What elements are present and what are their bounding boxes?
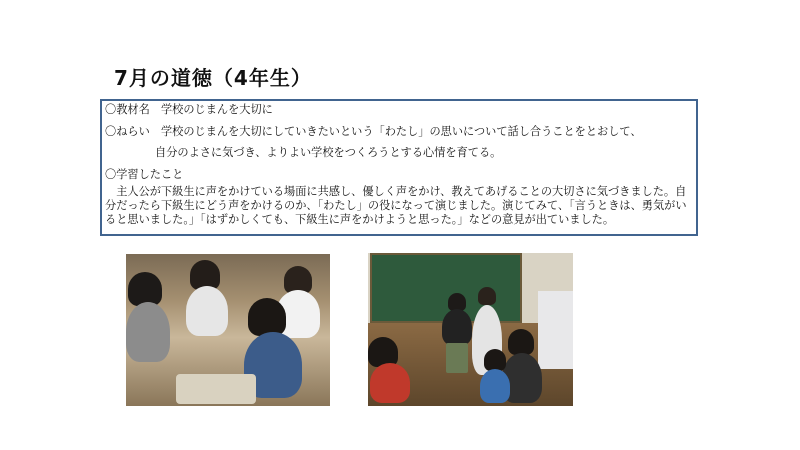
learned-body: 主人公が下級生に声をかけている場面に共感し、優しく声をかけ、教えてあげることの大切さに気づきました。自分だったら下級生にどう声をかけるのか、「わたし」の役になって演じました。演じてみて、「言うときは、勇気がいると思いました。」「はずかしくても、下級生に声をかけようと思った。」などの意見が出ていました。 (105, 185, 687, 226)
aim-line-continued: 自分のよさに気づき、よりよい学校をつくろうとする心情を育てる。 (155, 146, 502, 159)
page-title: 7月の道徳（4年生） (114, 66, 312, 90)
aim-line: 〇ねらい 学校のじまんを大切にしていきたいという「わたし」の思いについて話し合うことをとおして、 (105, 125, 642, 138)
material-line: 〇教材名 学校のじまんを大切に (105, 103, 273, 116)
classroom-photo-discussion (126, 254, 330, 406)
learned-heading: 〇学習したこと (105, 168, 184, 181)
classroom-photo-roleplay (368, 253, 573, 406)
